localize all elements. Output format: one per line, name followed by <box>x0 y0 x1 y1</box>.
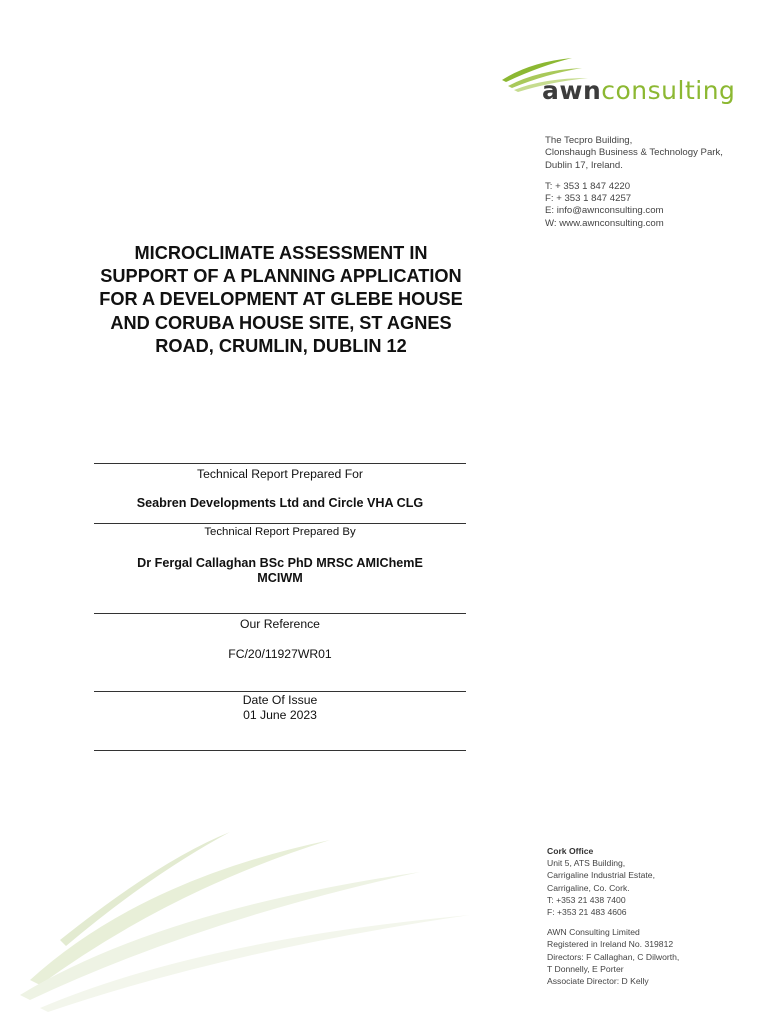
company-detail-line: Directors: F Callaghan, C Dilworth, <box>547 951 680 962</box>
website-line: W: www.awnconsulting.com <box>545 217 664 229</box>
issue-label: Date Of Issue <box>242 693 318 707</box>
decorative-swoosh-icon <box>0 820 500 1020</box>
prepared-by-value: Dr Fergal Callaghan BSc PhD MRSC AMIChemE MCIWM <box>137 556 423 585</box>
company-detail-line: Associate Director: D Kelly <box>547 976 649 987</box>
cork-phone-line: T: +353 21 438 7400 <box>547 894 626 905</box>
divider <box>94 750 466 751</box>
address-line: Dublin 17, Ireland. <box>545 159 623 171</box>
cork-office-block <box>547 845 679 987</box>
fax-line: F: + 353 1 847 4257 <box>545 193 632 205</box>
prepared-for-value: Seabren Developments Ltd and Circle VHA CLG <box>136 496 424 510</box>
company-detail-line: T Donnelly, E Porter <box>547 963 624 974</box>
report-title: MICROCLIMATE ASSESSMENT IN SUPPORT OF A PLANNING APPLICATION FOR A DEVELOPMENT AT GLEBE HOUSE AND CORUBA HOUSE SITE, ST AGNES ROAD, CRUMLIN, DUBLIN 12 <box>99 243 463 356</box>
cork-address-line: Carrigaline, Co. Cork. <box>547 882 630 893</box>
divider <box>94 613 466 614</box>
divider <box>94 463 466 464</box>
reference-label: Our Reference <box>240 617 320 631</box>
issue-date: 01 June 2023 <box>243 708 317 722</box>
cork-fax-line: F: +353 21 483 4606 <box>547 907 627 918</box>
head-office-address <box>545 135 723 230</box>
cork-office-heading: Cork Office <box>547 846 594 856</box>
company-detail-line: Registered in Ireland No. 319812 <box>547 939 674 950</box>
logo-brand-rest: consulting <box>601 76 736 105</box>
address-line: The Tecpro Building, <box>545 135 633 146</box>
divider <box>94 523 466 524</box>
logo-wordmark <box>542 76 735 105</box>
reference-value: FC/20/11927WR01 <box>228 647 332 661</box>
company-name: AWN Consulting Limited <box>547 927 640 938</box>
address-line: Clonshaugh Business & Technology Park, <box>545 147 723 159</box>
cork-address-line: Unit 5, ATS Building, <box>547 858 626 869</box>
prepared-for-label: Technical Report Prepared For <box>197 467 363 481</box>
cork-address-line: Carrigaline Industrial Estate, <box>547 870 655 881</box>
prepared-by-label: Technical Report Prepared By <box>204 526 356 538</box>
email-line: E: info@awnconsulting.com <box>545 205 664 217</box>
divider <box>94 691 466 692</box>
phone-line: T: + 353 1 847 4220 <box>545 180 631 192</box>
logo-brand-bold: awn <box>542 76 602 105</box>
